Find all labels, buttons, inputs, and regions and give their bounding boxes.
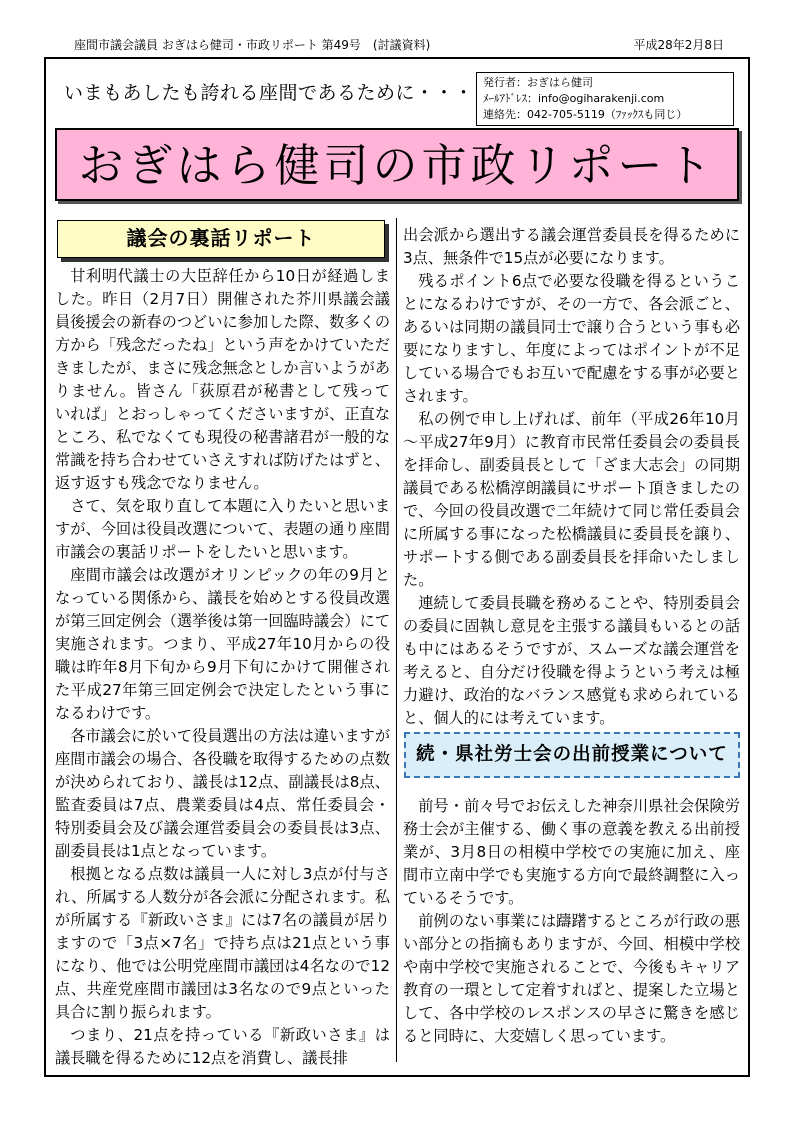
issue-date: 平成28年2月8日	[633, 38, 724, 52]
article-continuation: 出会派から選出する議会運営委員長を得るために3点、無条件で15点が必要になります。	[403, 226, 740, 267]
article-paragraph: 連続して委員長職を務めることや、特別委員会の委員に固執し意見を主張する議員もいるとの話も中にはあるそうですが、スムーズな議会運営を考えると、自分だけ役職を得ようという考えは極力避け、政治的なバランス感覚も求められていると、個人的には考えています。	[403, 594, 740, 727]
article-paragraph: つまり、21点を持っている『新政いさま』は議長職を得るために12点を消費し、議長排	[55, 1026, 390, 1067]
section2-heading-box	[404, 732, 740, 778]
article-paragraph: さて、気を取り直して本題に入りたいと思いますが、今回は役員改選について、表題の通り座間市議会の裏話リポートをしたいと思います。	[55, 497, 390, 561]
publisher-box	[476, 72, 734, 126]
article-paragraph: 前号・前々号でお伝えした神奈川県社会保険労務士会が主催する、働く事の意義を教える出前授業が、3月8日の相模中学校での実施に加え、座間市立南中学でも実施する方向で最終調整に入っているそうです。	[403, 797, 740, 907]
article-paragraph: 座間市議会は改選がオリンピックの年の9月となっている関係から、議長を始めとする役員改選が第三回定例会（選挙後は第一回臨時議会）にて実施されます。つまり、平成27年10月からの役職は昨年8月下旬から9月下旬にかけて開催された平成27年第三回定例会で決定したという事になるわけです。	[55, 566, 390, 722]
article-paragraph: 各市議会に於いて役員選出の方法は違いますが座間市議会の場合、各役職を取得するための点数が決められており、議長は12点、副議長は8点、監査委員は7点、農業委員は4点、常任委員会・特別委員会及び議会運営委員会の委員長は3点、副委員長は1点となっています。	[55, 727, 390, 860]
publisher-contact: 連絡先：042-705-5119（ﾌｧｯｸｽも同じ）	[483, 108, 688, 121]
section1-heading: 議会の裏話リポート	[126, 226, 316, 250]
page-header	[74, 36, 724, 54]
title-banner	[55, 128, 739, 201]
section1-heading-box	[57, 220, 385, 258]
newsletter-issue-label: 座間市議会議員 おぎはら健司・市政リポート 第49号 (討議資料)	[74, 38, 431, 52]
article-paragraph: 根拠となる点数は議員一人に対し3点が付与され、所属する人数分が各会派に分配されます。私が所属する『新政いさま』には7名の議員が居りますので「3点×7名」で持ち点は21点という事になり、他では公明党座間市議団は4名なので12点、共産党座間市議団は3名なので9点といった具合に割り振られます。	[55, 865, 390, 1021]
column-divider	[396, 218, 397, 1062]
article-paragraph: 前例のない事業には躊躇するところが行政の悪い部分との指摘もありますが、今回、相模中学校や南中学校で実施されることで、今後もキャリア教育の一環として定着すればと、提案した立場として、各中学校のレスポンスの早さに驚きを感じると同時に、大変嬉しく思っています。	[403, 912, 740, 1045]
article-paragraph: 私の例で申し上げれば、前年（平成26年10月～平成27年9月）に教育市民常任委員会の委員長を拝命し、副委員長として「ざま大志会」の同期議員である松橋淳朗議員にサポート頂きましたので、今回の役員改選で二年続けて同じ常任委員会に所属する事になった松橋議員に委員長を譲り、サポートする側である副委員長を拝命いたしました。	[403, 410, 740, 589]
right-column-top	[403, 224, 740, 730]
right-column-bottom	[403, 795, 740, 1048]
publisher-name: 発行者：おぎはら健司	[483, 76, 593, 89]
article-paragraph: 残るポイント6点で必要な役職を得るということになるわけですが、その一方で、各会派ごと、あるいは同期の議員同士で譲り合うという事も必要になりますし、年度によってはポイントが不足している場合でもお互いで配慮をする事が必要とされます。	[403, 272, 740, 405]
article-paragraph: 甘利明代議士の大臣辞任から10日が経過しました。昨日（2月7日）開催された芥川県議会議員後援会の新春のつどいに参加した際、数多くの方から「残念だったね」という声をかけていただきましたが、まさに残念無念としか言いようがありません。皆さん「荻原君が秘書として残っていれば」とおっしゃってくださいますが、正直なところ、私でなくても現役の秘書諸君が一般的な常識を持ち合わせていさえすれば防げたはずと、返す返すも残念でなりません。	[55, 267, 390, 492]
tagline: いまもあしたも誇れる座間であるために・・・	[64, 82, 474, 104]
left-column	[55, 265, 390, 1070]
publisher-email: ﾒｰﾙｱﾄﾞﾚｽ：info@ogiharakenji.com	[483, 92, 665, 105]
newsletter-title: おぎはら健司の市政リポート	[78, 139, 716, 192]
section2-heading: 続・県社労士会の出前授業について	[416, 744, 728, 765]
